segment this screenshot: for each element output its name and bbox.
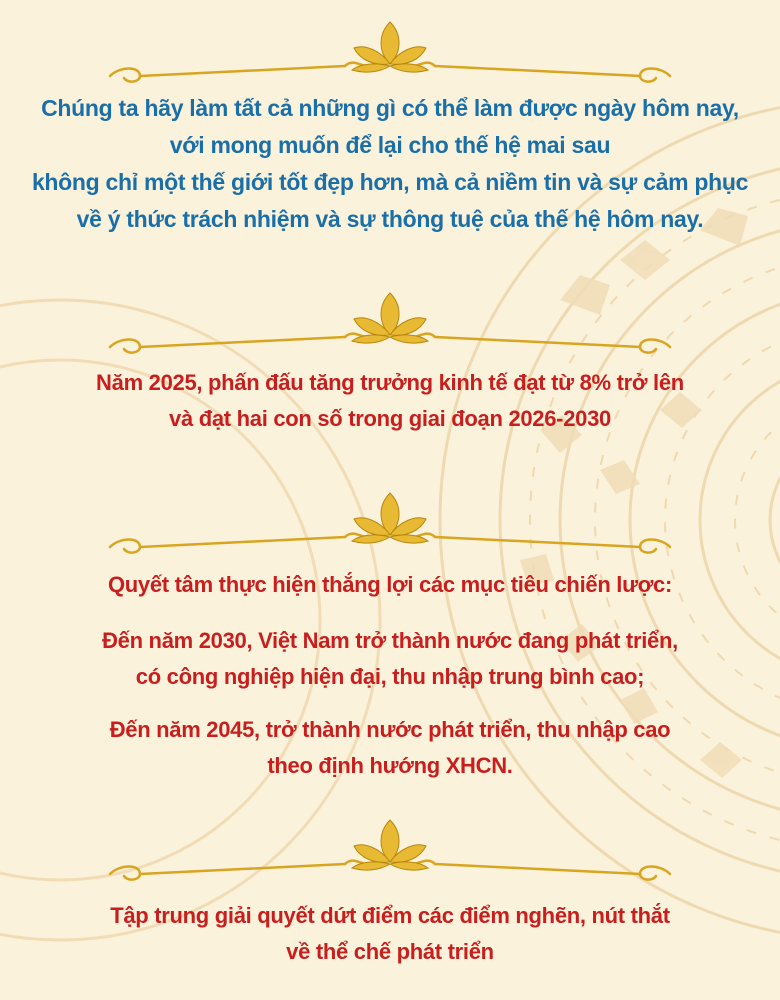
target-2045-block [20,712,760,784]
goal-2025-block [20,365,760,437]
lotus-flourish-icon [0,812,780,882]
goal-2025-line: và đạt hai con số trong giai đoạn 2026-2030 [169,406,611,431]
strategic-heading: Quyết tâm thực hiện thắng lợi các mục tiêu chiến lược: [107,572,673,597]
target-2030-line: có công nghiệp hiện đại, thu nhập trung bình cao; [135,664,645,689]
institutions-block [20,898,760,970]
quote-line: với mong muốn để lại cho thế hệ mai sau [169,132,611,158]
quote-block [20,90,760,238]
institutions-line: về thể chế phát triển [286,939,494,964]
target-2045-line: theo định hướng XHCN. [267,753,513,778]
target-2030-line: Đến năm 2030, Việt Nam trở thành nước đang phát triển, [102,628,678,653]
target-2030-block [20,623,760,695]
quote-line: không chỉ một thế giới tốt đẹp hơn, mà cả niềm tin và sự cảm phục [31,169,749,195]
institutions-line: Tập trung giải quyết dứt điểm các điểm nghẽn, nút thắt [110,903,670,928]
strategic-heading-block [20,567,760,603]
goal-2025-line: Năm 2025, phấn đấu tăng trưởng kinh tế đạt từ 8% trở lên [96,370,684,395]
lotus-flourish-icon [0,485,780,555]
target-2045-line: Đến năm 2045, trở thành nước phát triển, thu nhập cao [109,717,671,742]
quote-line: về ý thức trách nhiệm và sự thông tuệ của thế hệ hôm nay. [76,206,704,232]
lotus-flourish-icon [0,285,780,355]
quote-line: Chúng ta hãy làm tất cả những gì có thể làm được ngày hôm nay, [41,95,739,121]
lotus-flourish-icon [0,14,780,84]
